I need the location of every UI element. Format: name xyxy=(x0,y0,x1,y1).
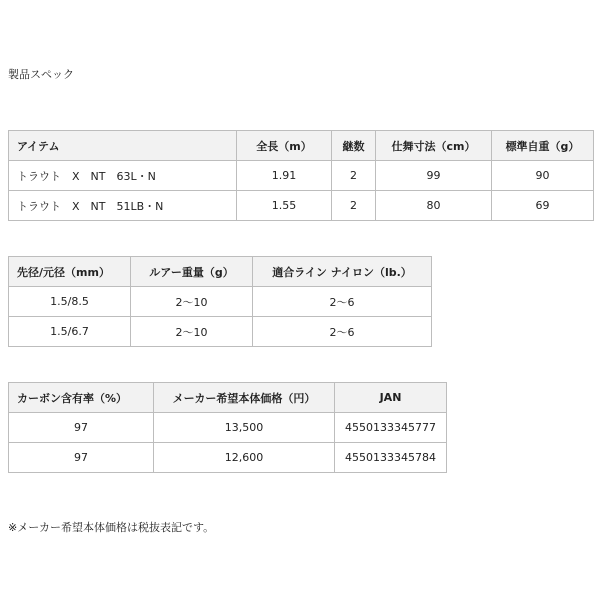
col-header-lure-weight: ルアー重量（g） xyxy=(131,257,253,287)
cell-length: 1.91 xyxy=(237,161,332,191)
cell-weight: 90 xyxy=(492,161,594,191)
col-header-closed-length: 仕舞寸法（cm） xyxy=(376,131,492,161)
cell-line-nylon: 2〜6 xyxy=(253,287,432,317)
cell-item-name: トラウト X NT 51LB・N xyxy=(9,191,237,221)
price-footnote: ※メーカー希望本体価格は税抜表記です。 xyxy=(8,521,215,534)
cell-carbon-content: 97 xyxy=(9,413,154,443)
cell-price: 12,600 xyxy=(154,443,335,473)
spec-table-carbon-price xyxy=(8,382,447,473)
cell-tip-butt-diameter: 1.5/8.5 xyxy=(9,287,131,317)
table-header-row xyxy=(9,257,432,287)
table-row xyxy=(9,191,594,221)
cell-weight: 69 xyxy=(492,191,594,221)
col-header-jan: JAN xyxy=(335,383,447,413)
cell-item-name: トラウト X NT 63L・N xyxy=(9,161,237,191)
spec-table-tip-lure xyxy=(8,256,432,347)
table-header-row xyxy=(9,131,594,161)
col-header-item: アイテム xyxy=(9,131,237,161)
table-row xyxy=(9,161,594,191)
cell-length: 1.55 xyxy=(237,191,332,221)
cell-lure-weight: 2〜10 xyxy=(131,317,253,347)
cell-line-nylon: 2〜6 xyxy=(253,317,432,347)
cell-closed-length: 80 xyxy=(376,191,492,221)
table-row xyxy=(9,413,447,443)
cell-jan: 4550133345777 xyxy=(335,413,447,443)
cell-price: 13,500 xyxy=(154,413,335,443)
col-header-carbon-content: カーボン含有率（%） xyxy=(9,383,154,413)
col-header-price: メーカー希望本体価格（円） xyxy=(154,383,335,413)
cell-closed-length: 99 xyxy=(376,161,492,191)
spec-table-item xyxy=(8,130,594,221)
table-row xyxy=(9,317,432,347)
cell-pieces: 2 xyxy=(332,161,376,191)
cell-tip-butt-diameter: 1.5/6.7 xyxy=(9,317,131,347)
col-header-tip-butt-diameter: 先径/元径（mm） xyxy=(9,257,131,287)
cell-carbon-content: 97 xyxy=(9,443,154,473)
col-header-line-nylon: 適合ライン ナイロン（lb.） xyxy=(253,257,432,287)
cell-pieces: 2 xyxy=(332,191,376,221)
cell-jan: 4550133345784 xyxy=(335,443,447,473)
col-header-length: 全長（m） xyxy=(237,131,332,161)
cell-lure-weight: 2〜10 xyxy=(131,287,253,317)
table-row xyxy=(9,287,432,317)
table-header-row xyxy=(9,383,447,413)
page-title: 製品スペック xyxy=(8,68,74,81)
col-header-weight: 標準自重（g） xyxy=(492,131,594,161)
table-row xyxy=(9,443,447,473)
col-header-pieces: 継数 xyxy=(332,131,376,161)
